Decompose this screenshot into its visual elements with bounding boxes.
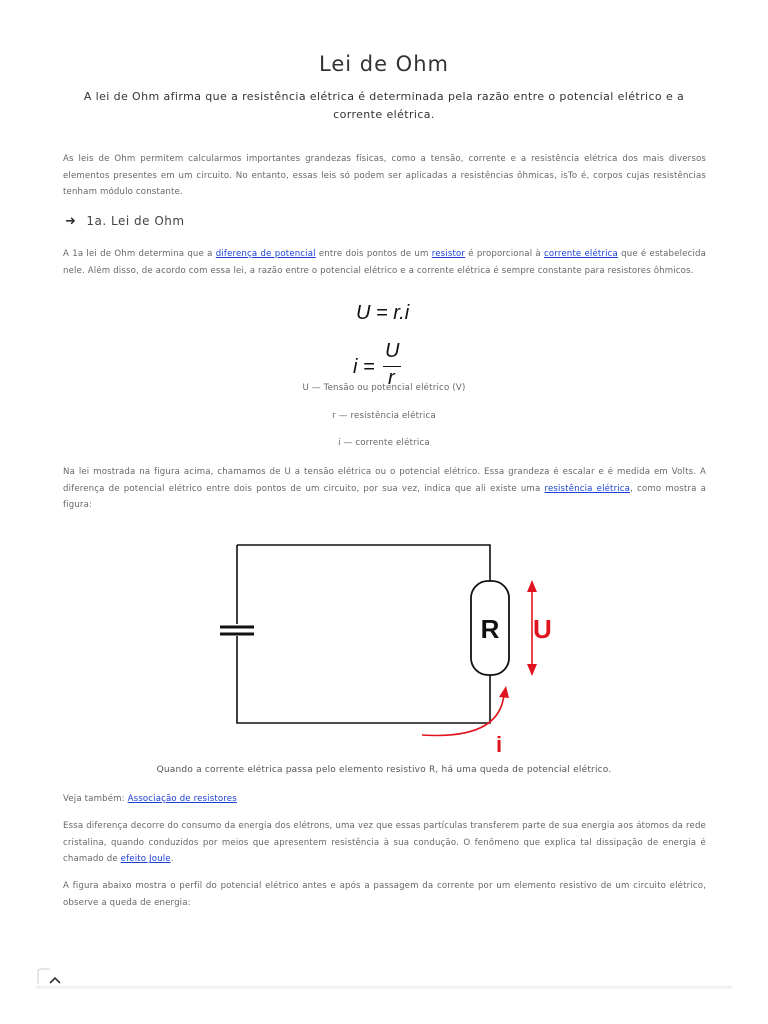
- p1-text-3: é proporcional à: [465, 249, 545, 259]
- resistor-label: R: [480, 614, 500, 644]
- p3-text-1: Essa diferença decorre do consumo da energia dos elétrons, uma vez que essas partículas transferem parte de sua energia aos átomos da rede cristalina, quando conduzidos por meios que apresentem resistência à sua condução. O fenômeno que explica tal dissipação de energia é chamado de: [63, 821, 706, 865]
- section-heading-text: 1a. Lei de Ohm: [86, 214, 185, 228]
- voltage-paragraph: [63, 464, 706, 514]
- circuit-diagram: [215, 540, 575, 760]
- bottom-wire: [237, 636, 490, 723]
- link-resistor[interactable]: resistor: [431, 249, 466, 259]
- see-also-label: Veja também:: [63, 794, 128, 804]
- see-also: [63, 791, 706, 808]
- p1-text-2: entre dois pontos de um: [315, 249, 432, 259]
- formula-current-lhs: i =: [353, 356, 375, 378]
- circuit-wires: [237, 545, 490, 723]
- link-corrente-eletrica[interactable]: corrente elétrica: [544, 249, 618, 259]
- page-subtitle: A lei de Ohm afirma que a resistência elétrica é determinada pela razão entre o potencial elétrico e a corrente elétrica.: [83, 90, 685, 121]
- top-wire: [237, 545, 490, 581]
- battery-icon: [220, 627, 254, 634]
- joule-paragraph: [63, 818, 706, 868]
- link-efeito-joule[interactable]: efeito Joule: [120, 854, 171, 865]
- link-resistencia-eletrica[interactable]: resistência elétrica: [544, 483, 631, 494]
- footer-divider: [36, 986, 732, 989]
- voltage-label: U: [533, 614, 552, 644]
- potential-profile-paragraph: A figura abaixo mostra o perfil do potencial elétrico antes e após a passagem da corrente por um elemento resistivo de um circuito elétrico, observe a queda de energia:: [63, 881, 706, 908]
- link-diferenca-de-potencial[interactable]: diferença de potencial: [215, 249, 316, 259]
- arrow-right-icon: ➜: [65, 214, 77, 229]
- legend-current: i — corrente elétrica: [338, 438, 430, 448]
- legend-voltage: U — Tensão ou potencial elétrico (V): [302, 383, 466, 393]
- formula-current-denominator: r: [388, 367, 395, 389]
- figure-caption: Quando a corrente elétrica passa pelo elemento resistivo R, há uma queda de potencial elétrico.: [156, 765, 612, 775]
- first-law-paragraph: [63, 246, 706, 279]
- current-label: i: [496, 732, 503, 757]
- section-heading: [65, 214, 185, 229]
- intro-paragraph: As leis de Ohm permitem calcularmos importantes grandezas físicas, como a tensão, corrente e a resistência elétrica dos mais diversos elementos presentes em um circuito. No entanto, essas leis só podem ser aplicadas a resistências ôhmicas, isTo é, corpos cujas resistências tenham módulo constante.: [63, 154, 706, 198]
- current-arrow-icon: [422, 686, 509, 735]
- p1-text-1: A 1a lei de Ohm determina que a: [63, 249, 216, 259]
- page-title: Lei de Ohm: [319, 52, 449, 76]
- p1-text-4: que é estabelecida nele. Além disso, de acordo com essa lei, a razão entre o potencial elétrico e a corrente elétrica é sempre constante para resistores ôhmicos.: [63, 249, 706, 276]
- formula-current-numerator: U: [385, 340, 400, 362]
- p2-text-2: , como mostra a figura:: [63, 483, 706, 511]
- formula-ohm-law: U = r.i: [356, 302, 410, 324]
- legend-resistance: r — resistência elétrica: [332, 411, 436, 421]
- link-associacao-de-resistores[interactable]: Associação de resistores: [127, 794, 237, 804]
- p2-text-1: Na lei mostrada na figura acima, chamamos de U a tensão elétrica ou o potencial elétrico. Essa grandeza é escalar e é medida em Volts. A diferença de potencial elétrico entre dois pontos de um circuito, por sua vez, indica que ali existe uma: [63, 467, 706, 494]
- p3-text-2: .: [170, 854, 174, 865]
